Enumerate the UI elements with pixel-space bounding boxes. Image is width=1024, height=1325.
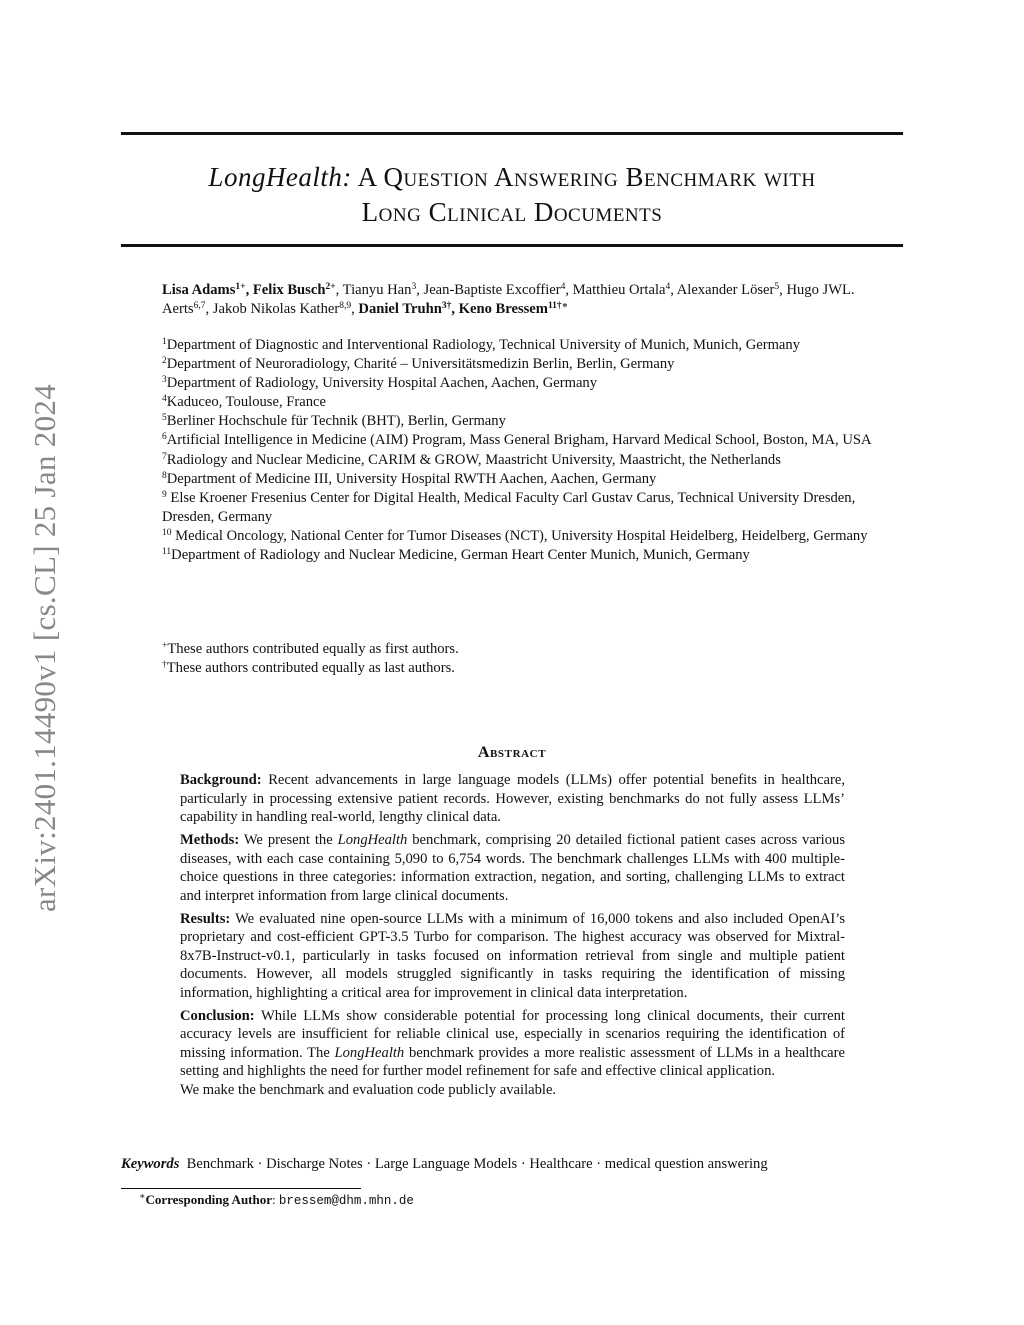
- affiliation-item: $^3$Department of Radiology, University Hospital Aachen, Aachen, Germany: [162, 375, 598, 392]
- affiliation-item: $^7$Radiology and Nuclear Medicine, CARIM & GROW, Maastricht University, Maastricht, the Netherlands: [162, 451, 781, 468]
- author: Lisa Adams$^{1+}$, Felix Busch$^{2+}$: [162, 282, 336, 298]
- author: Matthieu Ortala$^4$: [572, 282, 671, 298]
- affiliation-item: $^8$Department of Medicine III, University Hospital RWTH Aachen, Aachen, Germany: [162, 470, 657, 487]
- affiliation-item: $^9$ Else Kroener Fresenius Center for Digital Health, Medical Faculty Carl Gustav Carus, Technical University Dresden, Dresden, Germany: [162, 489, 856, 525]
- author: Jean-Baptiste Excoffier$^4$: [423, 282, 566, 298]
- author-notes: [162, 640, 872, 678]
- author: Hugo JWL. Aerts$^{6,7}$: [162, 282, 855, 317]
- title-line1: A Question Answering Benchmark with: [351, 162, 816, 192]
- arxiv-identifier: arXiv:2401.14490v1 [cs.CL] 25 Jan 2024: [27, 383, 62, 913]
- affiliation-item: $^4$Kaduceo, Toulouse, France: [162, 394, 326, 411]
- affiliation-item: $^2$Department of Neuroradiology, Charité – Universitätsmedizin Berlin, Berlin, Germany: [162, 356, 675, 373]
- corresponding-email[interactable]: bressem@dhm.mhn.de: [278, 1194, 414, 1208]
- title-rule-bottom: [121, 244, 903, 247]
- author: Jakob Nikolas Kather$^{8,9}$: [212, 301, 352, 317]
- abstract-background: Background: Recent advancements in large language models (LLMs) offer potential benefits in healthcare, particularly in processing extensive patient records. However, existing benchmarks do not fully assess LLMs’ capability in handling real-world, lengthy clinical data.: [180, 772, 845, 825]
- author: Daniel Truhn$^{3\dagger}$, Keno Bressem$^{11\dagger∗}$: [358, 301, 569, 317]
- author-list: Lisa Adams$^{1+}$, Felix Busch$^{2+}$, Tianyu Han$^3$, Jean-Baptiste Excoffier$^4$, Matthieu Ortala$^4$, Alexander Löser$^5$, Hugo JWL. Aerts$^{6,7}$, Jakob Nikolas Kather$^{8,9}$, Daniel Truhn$^{3\dagger}$, Keno Bressem$^{11\dagger∗}$: [162, 282, 855, 317]
- affiliation-item: $^6$Artificial Intelligence in Medicine (AIM) Program, Mass General Brigham, Harvard Medical School, Boston, MA, USA: [162, 432, 872, 449]
- keywords: Keywords Benchmark · Discharge Notes · Large Language Models · Healthcare · medical question answering: [121, 1156, 768, 1172]
- title-rule-top: [121, 132, 903, 135]
- footnote-rule: [121, 1188, 361, 1189]
- title-italic: LongHealth:: [208, 162, 352, 192]
- abstract-heading: Abstract: [477, 744, 547, 761]
- abstract-conclusion: Conclusion: While LLMs show considerable potential for processing long clinical documents, their current accuracy levels are insufficient for reliable clinical use, especially in scenarios requiring the identification of missing information. The LongHealth benchmark provides a more realistic assessment of LLMs in a healthcare setting and highlights the need for further model refinement for safe and effective clinical application.: [180, 1007, 845, 1079]
- abstract: [180, 771, 845, 1099]
- abstract-availability: We make the benchmark and evaluation code publicly available.: [180, 1081, 557, 1098]
- note-last-authors: †These authors contributed equally as last authors.: [162, 660, 455, 676]
- title-line2: Long Clinical Documents: [361, 197, 663, 227]
- affiliation-item: $^{11}$Department of Radiology and Nuclear Medicine, German Heart Center Munich, Munich, Germany: [162, 547, 750, 564]
- abstract-results: Results: We evaluated nine open-source LLMs with a minimum of 16,000 tokens and also included OpenAI’s proprietary and cost-efficient GPT-3.5 Turbo for comparison. The highest accuracy was observed for Mixtral-8x7B-Instruct-v0.1, particularly in tasks focused on information retrieval from single and multiple patient documents. However, all models struggled significantly in tasks requiring the identification of missing information, highlighting a critical area for improvement in clinical data interpretation.: [180, 910, 845, 1001]
- affiliation-item: $^1$Department of Diagnostic and Interventional Radiology, Technical University of Munich, Munich, Germany: [162, 337, 800, 353]
- author: Alexander Löser$^5$: [676, 282, 780, 298]
- abstract-methods: Methods: We present the LongHealth benchmark, comprising 20 detailed fictional patient cases across various diseases, with each case containing 5,090 to 6,754 words. The benchmark challenges LLMs with 400 multiple-choice questions in three categories: information extraction, negation, and sorting, challenging LLMs to extract and interpret information from large clinical documents.: [180, 832, 845, 904]
- affiliation-item: $^5$Berliner Hochschule für Technik (BHT), Berlin, Germany: [162, 413, 506, 430]
- paper-title: [121, 160, 903, 230]
- corresponding-author-footnote: ∗Corresponding Author: bressem@dhm.mhn.de: [139, 1192, 414, 1208]
- note-first-authors: +These authors contributed equally as first authors.: [162, 641, 459, 657]
- affiliation-item: $^{10}$ Medical Oncology, National Center for Tumor Diseases (NCT), University Hospital Heidelberg, Heidelberg, Germany: [162, 527, 868, 544]
- affiliation-list: [162, 336, 872, 565]
- author: Tianyu Han$^3$: [342, 282, 417, 298]
